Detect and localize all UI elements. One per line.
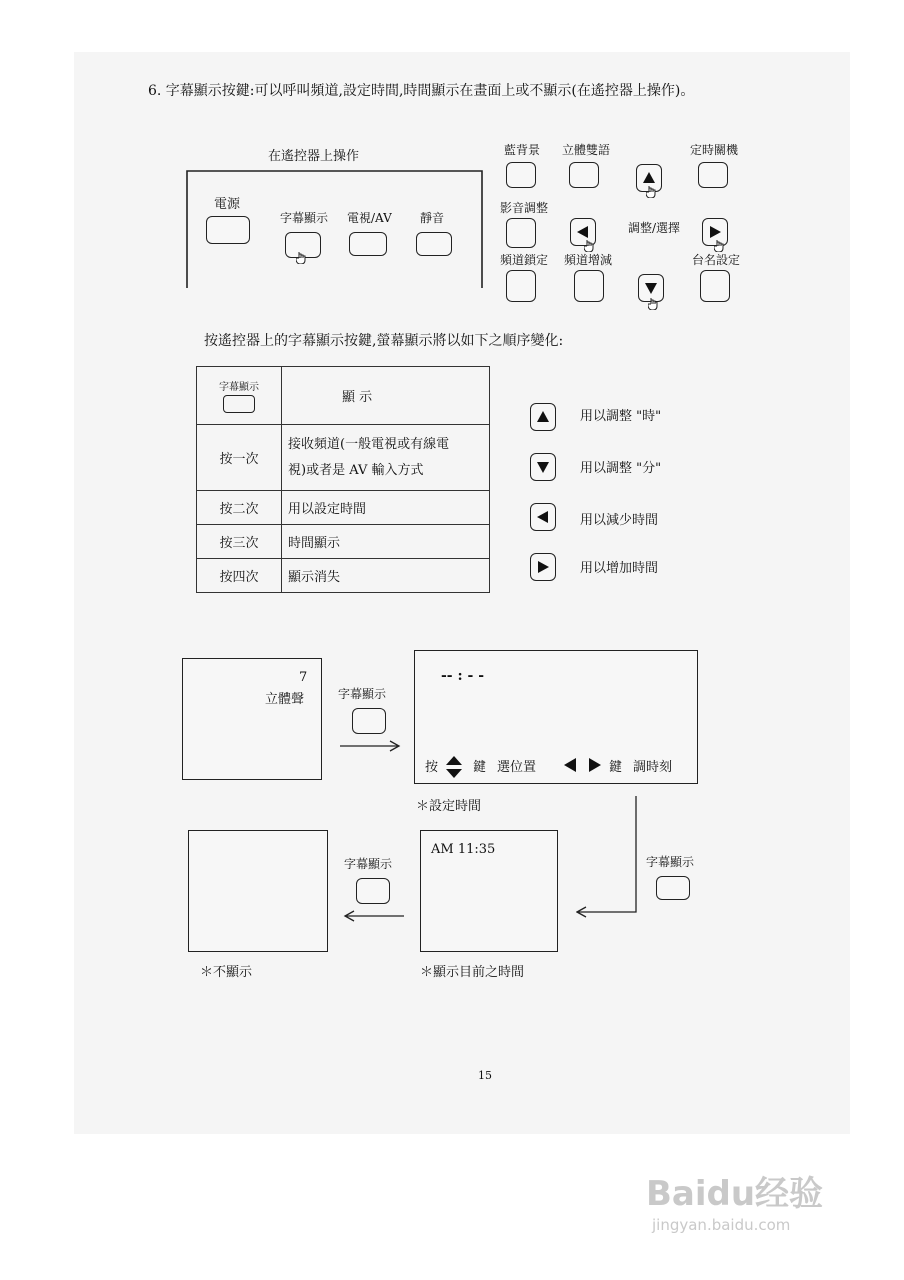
right-arrow-icon (708, 225, 722, 239)
left-right-arrow-icon (563, 757, 603, 773)
display-line: 接收頻道(一般電視或有線電 (288, 436, 450, 452)
table-row (197, 491, 490, 525)
legend-text: 用以調整 "時" (580, 409, 662, 424)
legend-down-button (530, 453, 556, 481)
time-blank: -- : - - (441, 668, 485, 684)
display-cell: 顯示消失 (282, 559, 490, 593)
flow-button-label: 字幕顯示 (338, 687, 387, 701)
set-time-caption: ＊設定時間 (416, 799, 482, 814)
section-heading: 6. 字幕顯示按鍵:可以呼叫頻道,設定時間,時間顯示在畫面上或不顯示(在遙控器上操作)。 (148, 83, 695, 99)
table-header-row (197, 367, 490, 425)
power-label: 電源 (214, 197, 241, 212)
header-display-cell: 顯 示 (282, 367, 490, 425)
table-row (197, 425, 490, 491)
adjust-select-label: 調整/選擇 (628, 221, 681, 235)
up-arrow-icon (536, 410, 550, 424)
right-arrow-icon (536, 560, 550, 574)
mute-button[interactable] (416, 232, 452, 256)
flow-caption-button (352, 708, 386, 734)
caption-label: 字幕顯示 (280, 211, 329, 225)
legend-left-button (530, 503, 556, 531)
watermark-url: jingyan.baidu.com (652, 1216, 791, 1234)
screen-clock (420, 830, 558, 952)
blue-bg-button[interactable] (506, 162, 536, 188)
flow-caption-button (656, 876, 690, 900)
timer-label: 定時關機 (690, 143, 739, 157)
legend-up-button (530, 403, 556, 431)
down-arrow-icon (536, 460, 550, 474)
display-cell (282, 425, 490, 491)
stereo-bilingual-label: 立體雙語 (562, 143, 611, 157)
hint-key2: 鍵 (609, 760, 623, 775)
channel-add-remove-button[interactable] (574, 270, 604, 302)
display-cell: 用以設定時間 (282, 491, 490, 525)
channel-number: 7 (299, 670, 308, 685)
clock-caption: ＊顯示目前之時間 (420, 965, 525, 980)
table-row (197, 525, 490, 559)
legend-right-button (530, 553, 556, 581)
down-left-flow-arrow-icon (576, 796, 640, 920)
up-arrow-icon (642, 171, 656, 185)
press-cell: 按二次 (197, 491, 282, 525)
screen-set-time (414, 650, 698, 784)
legend-text: 用以減少時間 (580, 513, 659, 528)
press-cell: 按三次 (197, 525, 282, 559)
hand-pointer-icon (714, 240, 724, 252)
tv-av-label: 電視/AV (347, 211, 392, 225)
hint-press: 按 (425, 760, 439, 775)
stereo-bilingual-button[interactable] (569, 162, 599, 188)
hand-pointer-icon (584, 240, 594, 252)
av-adjust-label: 影音調整 (500, 201, 549, 215)
screen-channel (182, 658, 322, 780)
header-button-label: 字幕顯示 (219, 382, 259, 393)
page-number: 15 (478, 1069, 492, 1082)
hand-pointer-icon (648, 298, 658, 310)
down-arrow-icon (644, 281, 658, 295)
av-adjust-button[interactable] (506, 218, 536, 248)
blue-bg-label: 藍背景 (504, 143, 541, 157)
hint-adjust: 調時刻 (633, 760, 673, 775)
legend-text: 用以增加時間 (580, 561, 659, 576)
right-flow-arrow-icon (340, 740, 402, 752)
table-row (197, 559, 490, 593)
power-button[interactable] (206, 216, 250, 244)
display-line: 視)或者是 AV 輸入方式 (288, 462, 424, 478)
station-name-button[interactable] (700, 270, 730, 302)
timer-button[interactable] (698, 162, 728, 188)
left-arrow-icon (536, 510, 550, 524)
station-name-label: 台名設定 (692, 253, 741, 267)
hand-pointer-icon (646, 186, 656, 198)
hint-select: 選位置 (497, 760, 537, 775)
mute-label: 靜音 (420, 211, 445, 225)
press-cell: 按一次 (197, 425, 282, 491)
display-cell: 時間顯示 (282, 525, 490, 559)
channel-add-remove-label: 頻道增減 (564, 253, 613, 267)
sequence-intro: 按遙控器上的字幕顯示按鍵,螢幕顯示將以如下之順序變化: (204, 333, 564, 349)
up-down-arrow-icon (445, 755, 463, 779)
hand-pointer-icon (296, 252, 306, 264)
press-cell: 按四次 (197, 559, 282, 593)
channel-lock-button[interactable] (506, 270, 536, 302)
audio-mode: 立體聲 (265, 692, 305, 707)
flow-button-label: 字幕顯示 (646, 855, 695, 869)
sequence-table (196, 366, 490, 593)
watermark-logo: Baidu经验 (646, 1174, 824, 1214)
hint-key1: 鍵 (473, 760, 487, 775)
flow-button-label: 字幕顯示 (344, 857, 393, 871)
blank-caption: ＊不顯示 (200, 965, 253, 980)
panel-title: 在遙控器上操作 (268, 149, 360, 164)
left-arrow-icon (576, 225, 590, 239)
flow-caption-button (356, 878, 390, 904)
channel-lock-label: 頻道鎖定 (500, 253, 549, 267)
left-flow-arrow-icon (342, 910, 406, 922)
legend-text: 用以調整 "分" (580, 461, 662, 476)
tv-av-button[interactable] (349, 232, 387, 256)
screen-blank (188, 830, 328, 952)
header-button-cell (197, 367, 282, 425)
caption-button-icon (223, 395, 255, 413)
clock-display: AM 11:35 (431, 842, 496, 857)
